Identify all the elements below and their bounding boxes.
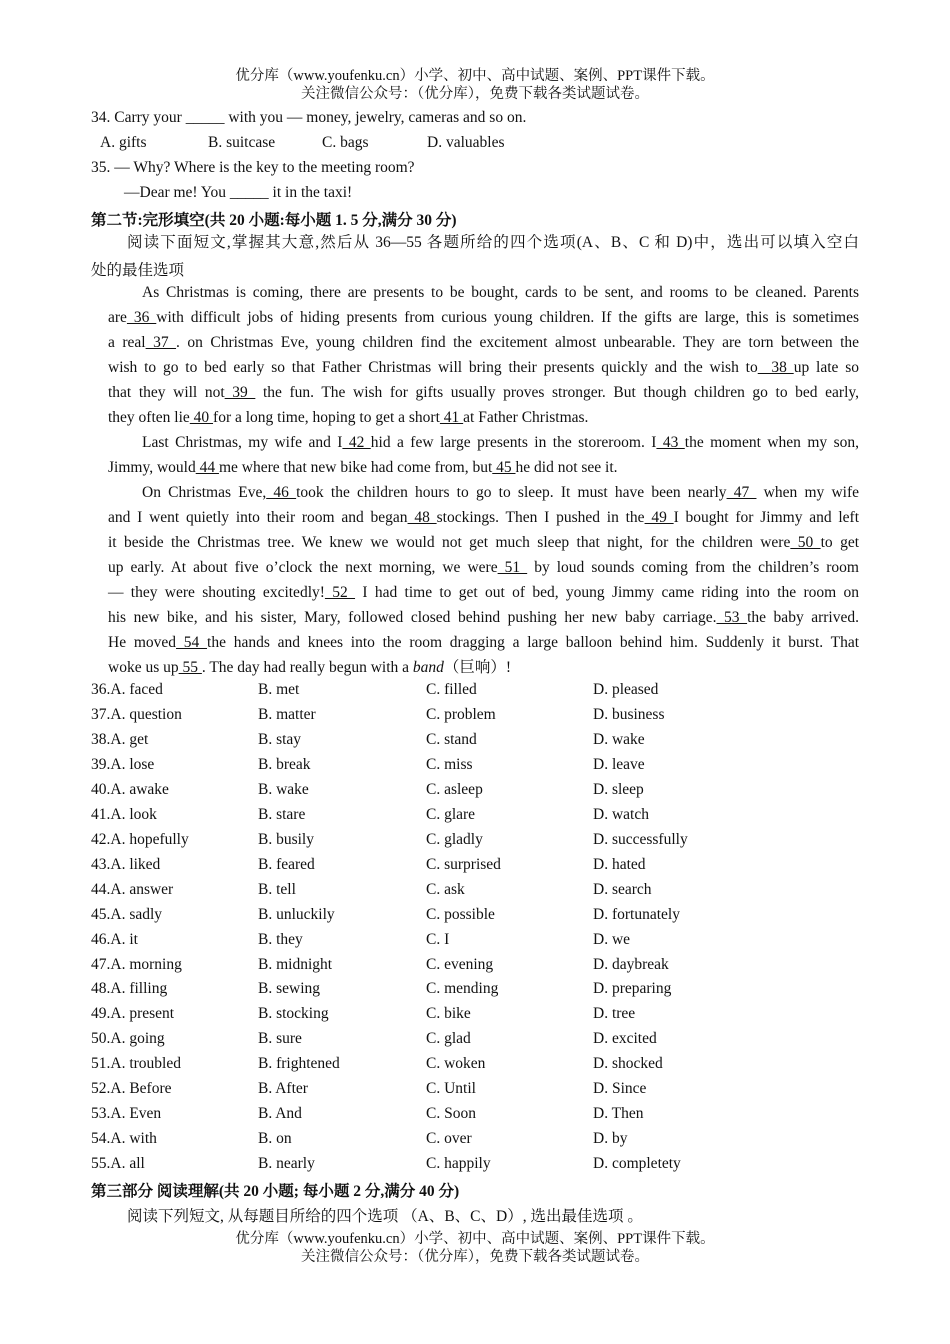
option-45-c: C. possible xyxy=(426,905,495,923)
option-41-d: D. watch xyxy=(593,805,649,823)
passage-p3-line-5: — they were shouting excitedly! 52 I had time to get out of bed, young Jimmy came riding into the room on xyxy=(108,584,860,601)
option-46-d: D. we xyxy=(593,930,631,948)
q34-stem: 34. Carry your _____ with you — money, jewelry, cameras and so on. xyxy=(91,109,527,126)
blank-46: 46 xyxy=(266,484,297,501)
blank-53: 53 xyxy=(716,609,748,626)
option-47-c: C. evening xyxy=(426,955,494,973)
option-53-b: B. And xyxy=(258,1105,302,1123)
option-37-c: C. problem xyxy=(426,706,496,723)
blank-42: 42 xyxy=(342,434,371,451)
footer-line-2: 关注微信公众号：（优分库），免费下载各类试题试卷。 xyxy=(301,1249,649,1265)
option-50-a: 50.A. going xyxy=(91,1030,165,1048)
option-54-c: C. over xyxy=(426,1130,472,1148)
option-42-c: C. gladly xyxy=(426,830,483,848)
section3-title: 第三部分 阅读理解(共 20 小题; 每小题 2 分,满分 40 分) xyxy=(91,1183,460,1200)
option-36-c: C. filled xyxy=(426,681,477,698)
option-50-d: D. excited xyxy=(593,1030,657,1048)
option-46-c: C. I xyxy=(426,930,450,948)
option-55-a: 55.A. all xyxy=(91,1155,145,1172)
option-43-b: B. feared xyxy=(258,855,315,873)
blank-43: 43 xyxy=(656,434,685,451)
option-52-b: B. After xyxy=(258,1080,308,1098)
passage-p3-line-4: up early. At about five o’clock the next morning, we were 51 by loud sounds coming from the children’s room xyxy=(108,559,859,576)
blank-47: 47 xyxy=(726,484,757,501)
q34-option-b: B. suitcase xyxy=(208,134,276,151)
passage-p3-line-1: On Christmas Eve, 46 took the children hours to go to sleep. It must have been nearly 47 when my wife xyxy=(142,484,860,501)
passage-p1-line-6: they often lie 40 for a long time, hoping to get a short 41 at Father Christmas. xyxy=(108,409,589,426)
option-49-c: C. bike xyxy=(426,1005,471,1023)
option-45-d: D. fortunately xyxy=(593,905,680,923)
option-42-d: D. successfully xyxy=(593,830,688,848)
blank-48: 48 xyxy=(407,509,437,526)
blank-39: 39 xyxy=(224,384,256,401)
passage-p2-line-1: Last Christmas, my wife and I 42 hid a few large presents in the storeroom. I 43 the moment when my son, xyxy=(142,434,859,451)
option-37-b: B. matter xyxy=(258,706,316,723)
section3-instruction: 阅读下列短文, 从每题目所给的四个选项 （A、B、C、D）, 选出最佳选项 。 xyxy=(127,1208,643,1225)
section2-title: 第二节:完形填空(共 20 小题:每小题 1. 5 分,满分 30 分) xyxy=(91,212,457,229)
option-37-a: 37.A. question xyxy=(91,706,182,723)
blank-40: 40 xyxy=(189,409,214,426)
passage-p1-line-2: are 36 with difficult jobs of hiding presents from curious young children. If the gifts are large, this is sometimes xyxy=(108,309,860,326)
option-47-b: B. midnight xyxy=(258,955,333,973)
option-51-c: C. woken xyxy=(426,1055,486,1073)
option-45-a: 45.A. sadly xyxy=(91,905,163,923)
option-39-b: B. break xyxy=(258,755,311,773)
option-37-d: D. business xyxy=(593,706,665,723)
option-49-d: D. tree xyxy=(593,1005,636,1023)
option-53-a: 53.A. Even xyxy=(91,1105,162,1123)
option-38-c: C. stand xyxy=(426,730,477,748)
passage-p3-line-3: it beside the Christmas tree. We knew we would not get much sleep that night, for the children were 50 to get xyxy=(108,534,860,551)
option-54-a: 54.A. with xyxy=(91,1130,157,1148)
header-line-2: 关注微信公众号：（优分库），免费下载各类试题试卷。 xyxy=(301,86,649,102)
passage-p1-line-3: a real 37 . on Christmas Eve, young children find the excitement almost unbearable. They are torn between the xyxy=(108,334,860,351)
q34-option-d: D. valuables xyxy=(427,134,505,151)
option-46-a: 46.A. it xyxy=(91,930,138,948)
option-41-a: 41.A. look xyxy=(91,805,157,823)
option-38-d: D. wake xyxy=(593,730,645,748)
option-46-b: B. they xyxy=(258,930,303,948)
option-44-d: D. search xyxy=(593,880,652,898)
blank-52: 52 xyxy=(324,584,356,601)
blank-41: 41 xyxy=(439,409,464,426)
blank-38: 38 xyxy=(757,359,794,376)
option-48-d: D. preparing xyxy=(593,980,672,998)
option-44-b: B. tell xyxy=(258,880,296,898)
blank-55: 55 xyxy=(178,659,202,676)
blank-51: 51 xyxy=(497,559,528,576)
option-40-b: B. wake xyxy=(258,780,309,798)
option-43-c: C. surprised xyxy=(426,855,501,873)
option-41-c: C. glare xyxy=(426,805,476,823)
blank-36: 36 xyxy=(126,309,157,326)
blank-44: 44 xyxy=(195,459,219,476)
passage-p3-line-7: He moved 54 the hands and knees into the room dragging a large balloon behind him. Suddenly it burst. That xyxy=(108,634,860,651)
q34-option-c: C. bags xyxy=(322,134,369,151)
blank-45: 45 xyxy=(492,459,516,476)
option-36-d: D. pleased xyxy=(593,681,659,698)
option-36-b: B. met xyxy=(258,681,300,698)
section2-instruction-1: 阅读下面短文,掌握其大意,然后从 36—55 各题所给的四个选项(A、B、C 和 D)中，选出可以填入空白 xyxy=(127,234,859,251)
option-55-c: C. happily xyxy=(426,1155,491,1172)
blank-37: 37 xyxy=(145,334,177,351)
q35-stem: 35. — Why? Where is the key to the meeting room? xyxy=(91,159,415,176)
option-54-b: B. on xyxy=(258,1130,292,1148)
option-44-c: C. ask xyxy=(426,880,465,898)
option-53-c: C. Soon xyxy=(426,1105,476,1123)
passage-p2-line-2: Jimmy, would 44 me where that new bike had come from, but 45 he did not see it. xyxy=(108,459,618,476)
option-45-b: B. unluckily xyxy=(258,905,335,923)
option-39-c: C. miss xyxy=(426,755,473,773)
option-38-b: B. stay xyxy=(258,730,302,748)
option-49-b: B. stocking xyxy=(258,1005,329,1023)
option-51-a: 51.A. troubled xyxy=(91,1055,181,1073)
option-44-a: 44.A. answer xyxy=(91,880,174,898)
option-54-d: D. by xyxy=(593,1130,628,1148)
option-49-a: 49.A. present xyxy=(91,1005,175,1023)
option-38-a: 38.A. get xyxy=(91,730,149,748)
option-41-b: B. stare xyxy=(258,805,306,823)
option-47-a: 47.A. morning xyxy=(91,955,182,973)
passage-p3-line-6: his new bike, and his sister, Mary, followed closed behind pushing her new baby carriage. 53 the baby arrived. xyxy=(108,609,859,626)
option-51-d: D. shocked xyxy=(593,1055,663,1073)
option-47-d: D. daybreak xyxy=(593,955,669,973)
option-50-c: C. glad xyxy=(426,1030,471,1048)
option-48-a: 48.A. filling xyxy=(91,980,168,998)
option-55-b: B. nearly xyxy=(258,1155,315,1172)
option-40-d: D. sleep xyxy=(593,780,644,798)
passage-p1-line-4: wish to go to bed early so that Father Christmas will bring their presents quickly and the wish to 38 up late so xyxy=(108,359,859,376)
option-43-d: D. hated xyxy=(593,855,646,873)
q35-reply: —Dear me! You _____ it in the taxi! xyxy=(124,184,353,201)
section2-instruction-2: 处的最佳选项 xyxy=(91,262,185,279)
passage-p1-line-1: As Christmas is coming, there are presents to be bought, cards to be sent, and rooms to be cleaned. Parents xyxy=(142,284,859,301)
passage-p3-line-8: woke us up 55 . The day had really begun with a band（巨响）! xyxy=(108,659,512,676)
option-53-d: D. Then xyxy=(593,1105,644,1123)
option-48-b: B. sewing xyxy=(258,980,320,998)
blank-49: 49 xyxy=(644,509,674,526)
option-42-b: B. busily xyxy=(258,830,314,848)
option-36-a: 36.A. faced xyxy=(91,681,163,698)
option-51-b: B. frightened xyxy=(258,1055,340,1073)
footer-line-1: 优分库（www.youfenku.cn）小学、初中、高中试题、案例、PPT课件下载。 xyxy=(235,1231,715,1247)
blank-54: 54 xyxy=(176,634,208,651)
blank-50: 50 xyxy=(790,534,821,551)
option-43-a: 43.A. liked xyxy=(91,855,161,873)
option-39-d: D. leave xyxy=(593,755,645,773)
option-55-d: D. completety xyxy=(593,1155,681,1172)
passage-p3-line-2: and I went quietly into their room and began 48 stockings. Then I pushed in the 49 I bought for Jimmy and left xyxy=(108,509,860,526)
option-39-a: 39.A. lose xyxy=(91,755,155,773)
header-line-1: 优分库（www.youfenku.cn）小学、初中、高中试题、案例、PPT课件下载。 xyxy=(235,68,715,84)
option-48-c: C. mending xyxy=(426,980,499,998)
option-40-a: 40.A. awake xyxy=(91,780,169,798)
option-52-d: D. Since xyxy=(593,1080,647,1098)
option-52-c: C. Until xyxy=(426,1080,476,1098)
option-40-c: C. asleep xyxy=(426,780,483,798)
q34-option-a: A. gifts xyxy=(100,134,147,151)
option-52-a: 52.A. Before xyxy=(91,1080,172,1098)
option-42-a: 42.A. hopefully xyxy=(91,830,189,848)
passage-p1-line-5: that they will not 39 the fun. The wish for gifts usually proves stronger. But though children go to bed early, xyxy=(108,384,859,401)
option-50-b: B. sure xyxy=(258,1030,302,1048)
